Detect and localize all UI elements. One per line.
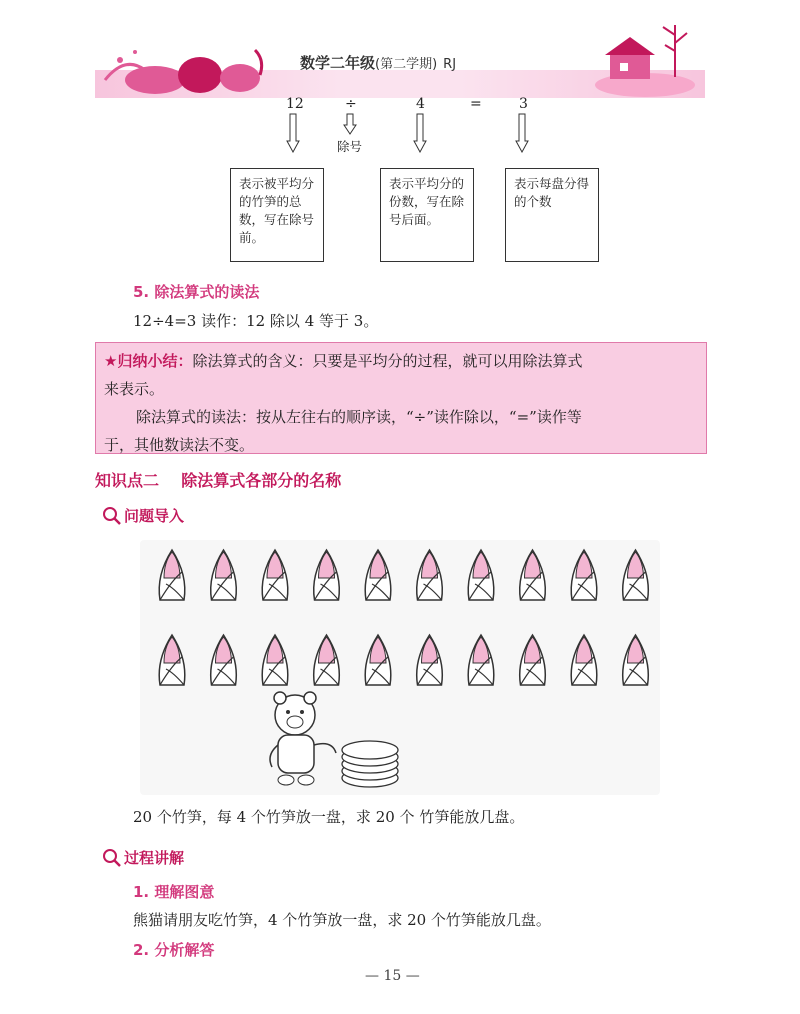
summary-box: [95, 342, 707, 454]
bamboo-shoot-icon: [520, 550, 546, 600]
bamboo-shoot-icon: [571, 635, 597, 685]
header-decoration-left-icon: [95, 40, 285, 100]
bamboo-shoot-icon: [468, 550, 494, 600]
bamboo-shoot-icon: [365, 635, 391, 685]
header-title: [300, 52, 456, 73]
bamboo-shoot-icon: [623, 550, 649, 600]
bamboo-shoot-icon: [314, 550, 340, 600]
divide-sign-label: 除号: [337, 139, 363, 154]
bamboo-shoot-icon: [211, 550, 237, 600]
bamboo-shoot-icon: [262, 550, 288, 600]
eq-equals: =: [470, 96, 482, 112]
bamboo-shoot-icon: [571, 550, 597, 600]
step-1-heading: 1. 理解图意: [133, 883, 215, 901]
section-5-heading: 5. 除法算式的读法: [133, 283, 260, 301]
bamboo-shoot-icon: [159, 635, 185, 685]
down-arrow-icon: [413, 113, 427, 153]
divisor-explanation-box: 表示平均分的份数，写在除号后面。: [380, 168, 474, 262]
quotient-explanation-box: 表示每盘分得的个数: [505, 168, 599, 262]
summary-line4: 于，其他数读法不变。: [104, 436, 255, 454]
bamboo-shoot-icon: [262, 635, 288, 685]
knowledge-point-title: 知识点二 除法算式各部分的名称: [95, 471, 342, 490]
eq-divisor: 4: [416, 96, 425, 112]
bamboo-shoot-icon: [417, 550, 443, 600]
intro-problem: 20 个竹笋，每 4 个竹笋放一盘，求 20 个 竹笋能放几盘。: [133, 808, 525, 826]
summary-line3: 除法算式的读法：按从左往右的顺序读，“÷”读作除以，“=”读作等: [136, 408, 582, 426]
plates-stack-icon: [342, 741, 398, 787]
intro-heading: 问题导入: [124, 507, 185, 525]
bamboo-shoot-icon: [520, 635, 546, 685]
summary-line2: 来表示。: [104, 380, 165, 398]
summary-tag: ★归纳小结：: [104, 352, 193, 370]
bamboo-shoot-icon: [417, 635, 443, 685]
dividend-explanation-box: 表示被平均分的竹笋的总数，写在除号前。: [230, 168, 324, 262]
summary-line1: 除法算式的含义：只要是平均分的过程，就可以用除法算式: [192, 352, 583, 370]
bamboo-shoot-icon: [159, 550, 185, 600]
process-heading: 过程讲解: [124, 849, 185, 867]
down-arrow-icon: [515, 113, 529, 153]
bamboo-shoot-icon: [314, 635, 340, 685]
book-term: (第二学期): [375, 57, 438, 72]
section-5-example: 12÷4=3 读作：12 除以 4 等于 3。: [133, 312, 379, 330]
bamboo-shoot-icon: [365, 550, 391, 600]
eq-dividend: 12: [286, 96, 304, 112]
down-arrow-icon: [343, 113, 357, 135]
bamboo-shoots-picture: [140, 540, 660, 795]
magnifier-icon: [102, 848, 122, 868]
book-edition: RJ: [443, 57, 457, 72]
eq-quotient: 3: [519, 96, 528, 112]
bamboo-shoot-icon: [623, 635, 649, 685]
step-2-heading: 2. 分析解答: [133, 941, 215, 959]
magnifier-icon: [102, 506, 122, 526]
header-decoration-right-icon: [590, 15, 705, 100]
bamboo-shoot-icon: [468, 635, 494, 685]
eq-divide-sign: ÷: [345, 96, 357, 112]
step-1-text: 熊猫请朋友吃竹笋，4 个竹笋放一盘，求 20 个竹笋能放几盘。: [133, 911, 551, 929]
bamboo-shoot-icon: [211, 635, 237, 685]
down-arrow-icon: [286, 113, 300, 153]
bear-icon: [270, 692, 336, 785]
page-number: — 15 —: [365, 968, 420, 984]
book-title: 数学二年级: [300, 54, 376, 72]
